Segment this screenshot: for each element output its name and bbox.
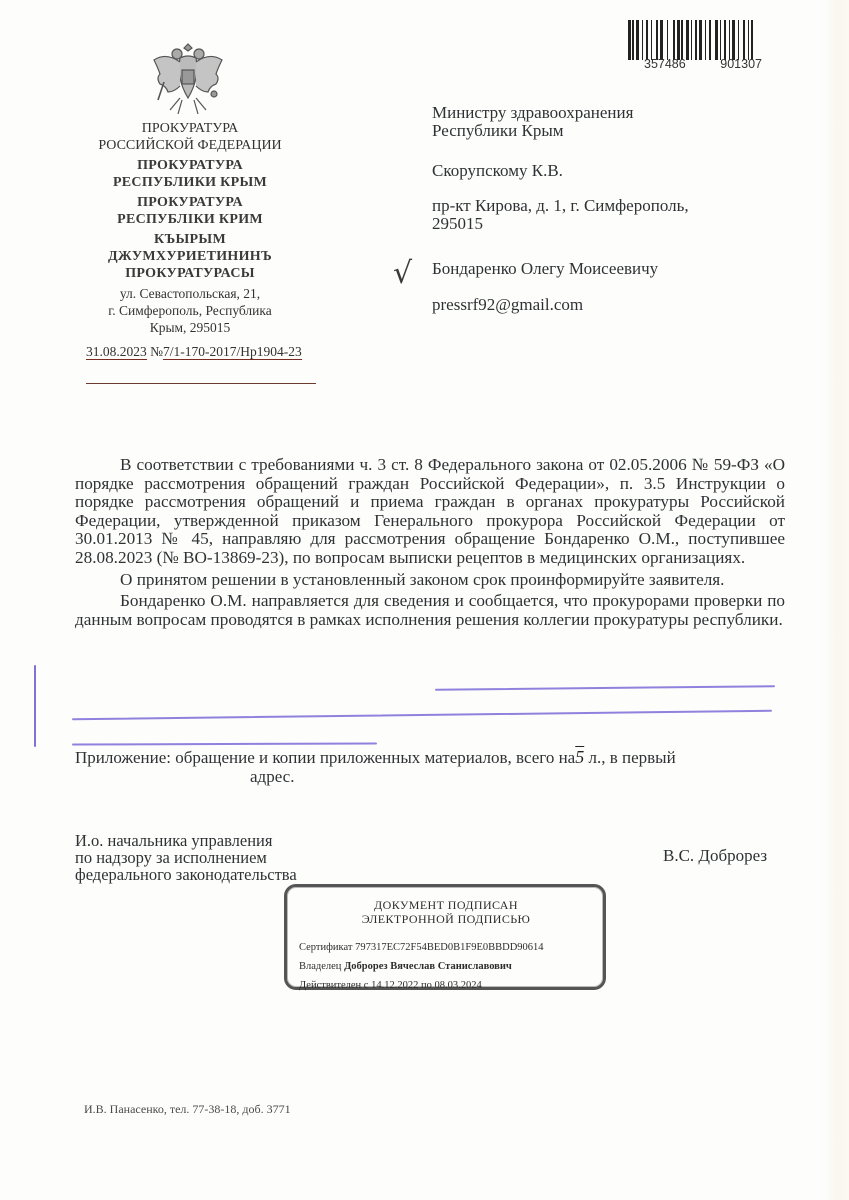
stamp-certificate: Сертификат 797317EC72F54BED0B1F9E0BBDD90614: [299, 942, 544, 953]
recipient-applicant-email: pressrf92@gmail.com: [432, 295, 584, 314]
paragraph-2: О принятом решении в установленный законом срок проинформируйте заявителя.: [120, 569, 725, 589]
barcode-number-right: 901307: [720, 57, 762, 71]
recipient-applicant-name: Бондаренко Олегу Моисеевичу: [432, 259, 659, 278]
org-crimea-crh: КЪЫРЫМ ДЖУМХУРИЕТИНИНЪ ПРОКУРАТУРАСЫ: [107, 232, 273, 281]
stamp-validity: Действителен с 14.12.2022 по 08.03.2024: [299, 980, 482, 991]
pen-margin-mark: [34, 665, 36, 747]
recipient-minister-name: Скорупскому К.В.: [432, 161, 563, 180]
recipient-minister-address: пр-кт Кирова, д. 1, г. Симферополь, 295015: [432, 196, 689, 233]
coat-of-arms-icon: [150, 38, 226, 118]
handwritten-checkmark-icon: √: [393, 256, 413, 291]
signer-title: И.о. начальника управления по надзору за исполнением федерального законодательства: [75, 831, 297, 884]
pen-underline-3: [72, 742, 377, 745]
stamp-heading-1: ДОКУМЕНТ ПОДПИСАН: [374, 898, 518, 912]
stamp-owner: Владелец Доброрез Вячеслав Станиславович: [299, 961, 512, 972]
registration-number: 7/1-170-2017/Нр1904-23: [163, 344, 302, 359]
org-russian-federation: ПРОКУРАТУРА РОССИЙСКОЙ ФЕДЕРАЦИИ: [98, 121, 282, 153]
stamp-heading-2: ЭЛЕКТРОННОЙ ПОДПИСЬЮ: [361, 912, 531, 926]
pen-underline-1: [435, 685, 775, 691]
number-sign: №: [150, 344, 164, 359]
barcode: [628, 20, 776, 71]
blank-reference-line: [86, 383, 316, 384]
org-crimea-ua: ПРОКУРАТУРА РЕСПУБЛІКИ КРИМ: [117, 195, 263, 227]
attachment-label: Приложение:: [75, 748, 171, 767]
page-edge: [827, 0, 849, 1200]
handwritten-page-count: 5: [575, 747, 585, 767]
pen-underline-2: [72, 710, 772, 721]
signer-name: В.С. Доброрез: [663, 846, 768, 865]
paragraph-3: Бондаренко О.М. направляется для сведения и сообщается, что прокурорами проверки по данным вопросам проводятся в рамках исполнения решения коллегии прокуратуры республики.: [75, 591, 785, 629]
org-crimea-ru: ПРОКУРАТУРА РЕСПУБЛИКИ КРЫМ: [112, 158, 268, 190]
registration-date: 31.08.2023: [86, 344, 147, 359]
sender-address: ул. Севастопольская, 21, г. Симферополь, Республика Крым, 295015: [108, 286, 272, 335]
executor-contact: И.В. Панасенко, тел. 77-38-18, доб. 3771: [84, 1102, 291, 1116]
barcode-bars: [628, 20, 776, 60]
attachment-note: Приложение: обращение и копии приложенных материалов, всего на5 л., в первый адрес.: [75, 747, 676, 786]
sender-header: [80, 120, 300, 336]
letter-body: [75, 456, 785, 629]
recipient-minister: Министру здравоохранения Республики Крым: [432, 103, 634, 140]
e-signature-stamp: [284, 884, 606, 990]
paragraph-1: В соответствии с требованиями ч. 3 ст. 8 Федерального закона от 02.05.2006 № 59-ФЗ «О порядке рассмотрения обращений граждан Российской Федерации», п. 3.5 Инструкции о порядке рассмотрения обращений и приема граждан в органах прокуратуры Российской Федерации, утвержденной приказом Генерального прокурора Российской Федерации от 30.01.2013 № 45, направляю для рассмотрения обращение Бондаренко О.М., поступившее 28.08.2023 (№ ВО-13869-23), по вопросам выписки рецептов в медицинских организациях.: [75, 455, 785, 567]
barcode-number-left: 357486: [644, 57, 686, 71]
registration-line: [86, 344, 302, 360]
